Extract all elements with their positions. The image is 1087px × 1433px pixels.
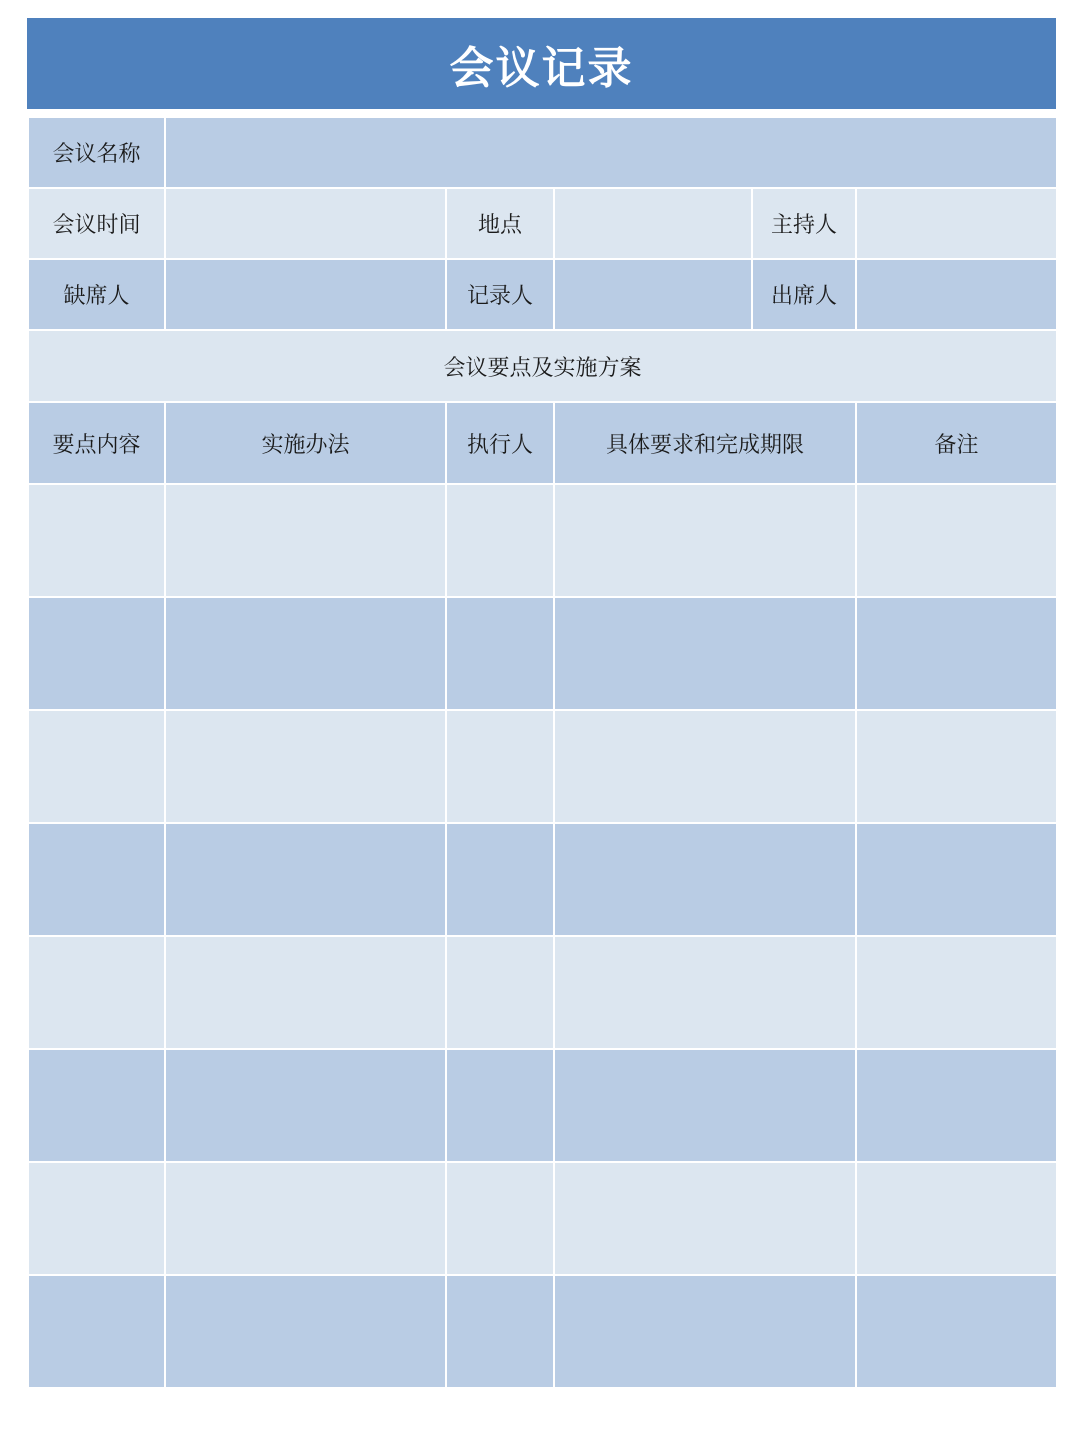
- remarks-cell[interactable]: [856, 710, 1057, 823]
- executor-cell[interactable]: [446, 823, 554, 936]
- remarks-cell[interactable]: [856, 484, 1057, 597]
- remarks-cell[interactable]: [856, 597, 1057, 710]
- column-header-requirements-deadline: 具体要求和完成期限: [554, 402, 856, 484]
- column-header-key-points: 要点内容: [28, 402, 165, 484]
- table-row: [28, 1275, 1057, 1388]
- requirements-cell[interactable]: [554, 1275, 856, 1388]
- location-field[interactable]: [554, 188, 752, 259]
- remarks-cell[interactable]: [856, 1049, 1057, 1162]
- requirements-cell[interactable]: [554, 936, 856, 1049]
- method-cell[interactable]: [165, 484, 446, 597]
- table-row: [28, 710, 1057, 823]
- method-cell[interactable]: [165, 597, 446, 710]
- absent-label: 缺席人: [28, 259, 165, 330]
- meeting-time-row: [28, 188, 1057, 259]
- section-title: 会议要点及实施方案: [28, 330, 1057, 402]
- key-points-cell[interactable]: [28, 597, 165, 710]
- meeting-time-field[interactable]: [165, 188, 446, 259]
- executor-cell[interactable]: [446, 597, 554, 710]
- requirements-cell[interactable]: [554, 823, 856, 936]
- table-row: [28, 823, 1057, 936]
- meeting-name-field[interactable]: [165, 117, 1057, 188]
- column-header-executor: 执行人: [446, 402, 554, 484]
- key-points-cell[interactable]: [28, 484, 165, 597]
- recorder-field[interactable]: [554, 259, 752, 330]
- page-title: 会议记录: [27, 18, 1056, 109]
- table-row: [28, 936, 1057, 1049]
- method-cell[interactable]: [165, 710, 446, 823]
- meeting-record-sheet: [27, 18, 1056, 1389]
- host-label: 主持人: [752, 188, 856, 259]
- key-points-cell[interactable]: [28, 1162, 165, 1275]
- method-cell[interactable]: [165, 936, 446, 1049]
- executor-cell[interactable]: [446, 710, 554, 823]
- key-points-cell[interactable]: [28, 1275, 165, 1388]
- executor-cell[interactable]: [446, 1162, 554, 1275]
- column-header-row: [28, 402, 1057, 484]
- absent-field[interactable]: [165, 259, 446, 330]
- column-header-remarks: 备注: [856, 402, 1057, 484]
- remarks-cell[interactable]: [856, 1162, 1057, 1275]
- attendees-field[interactable]: [856, 259, 1057, 330]
- method-cell[interactable]: [165, 1162, 446, 1275]
- requirements-cell[interactable]: [554, 484, 856, 597]
- executor-cell[interactable]: [446, 936, 554, 1049]
- executor-cell[interactable]: [446, 484, 554, 597]
- requirements-cell[interactable]: [554, 1049, 856, 1162]
- requirements-cell[interactable]: [554, 710, 856, 823]
- meeting-name-row: [28, 117, 1057, 188]
- table-row: [28, 597, 1057, 710]
- location-label: 地点: [446, 188, 554, 259]
- meeting-time-label: 会议时间: [28, 188, 165, 259]
- key-points-cell[interactable]: [28, 1049, 165, 1162]
- method-cell[interactable]: [165, 1049, 446, 1162]
- remarks-cell[interactable]: [856, 936, 1057, 1049]
- host-field[interactable]: [856, 188, 1057, 259]
- key-points-cell[interactable]: [28, 710, 165, 823]
- attendees-label: 出席人: [752, 259, 856, 330]
- method-cell[interactable]: [165, 823, 446, 936]
- requirements-cell[interactable]: [554, 1162, 856, 1275]
- table-row: [28, 1049, 1057, 1162]
- method-cell[interactable]: [165, 1275, 446, 1388]
- meeting-record-table: [27, 116, 1058, 1389]
- remarks-cell[interactable]: [856, 1275, 1057, 1388]
- key-points-cell[interactable]: [28, 936, 165, 1049]
- recorder-label: 记录人: [446, 259, 554, 330]
- remarks-cell[interactable]: [856, 823, 1057, 936]
- absent-row: [28, 259, 1057, 330]
- column-header-method: 实施办法: [165, 402, 446, 484]
- section-title-row: [28, 330, 1057, 402]
- meeting-name-label: 会议名称: [28, 117, 165, 188]
- requirements-cell[interactable]: [554, 597, 856, 710]
- key-points-cell[interactable]: [28, 823, 165, 936]
- table-row: [28, 484, 1057, 597]
- table-row: [28, 1162, 1057, 1275]
- executor-cell[interactable]: [446, 1275, 554, 1388]
- executor-cell[interactable]: [446, 1049, 554, 1162]
